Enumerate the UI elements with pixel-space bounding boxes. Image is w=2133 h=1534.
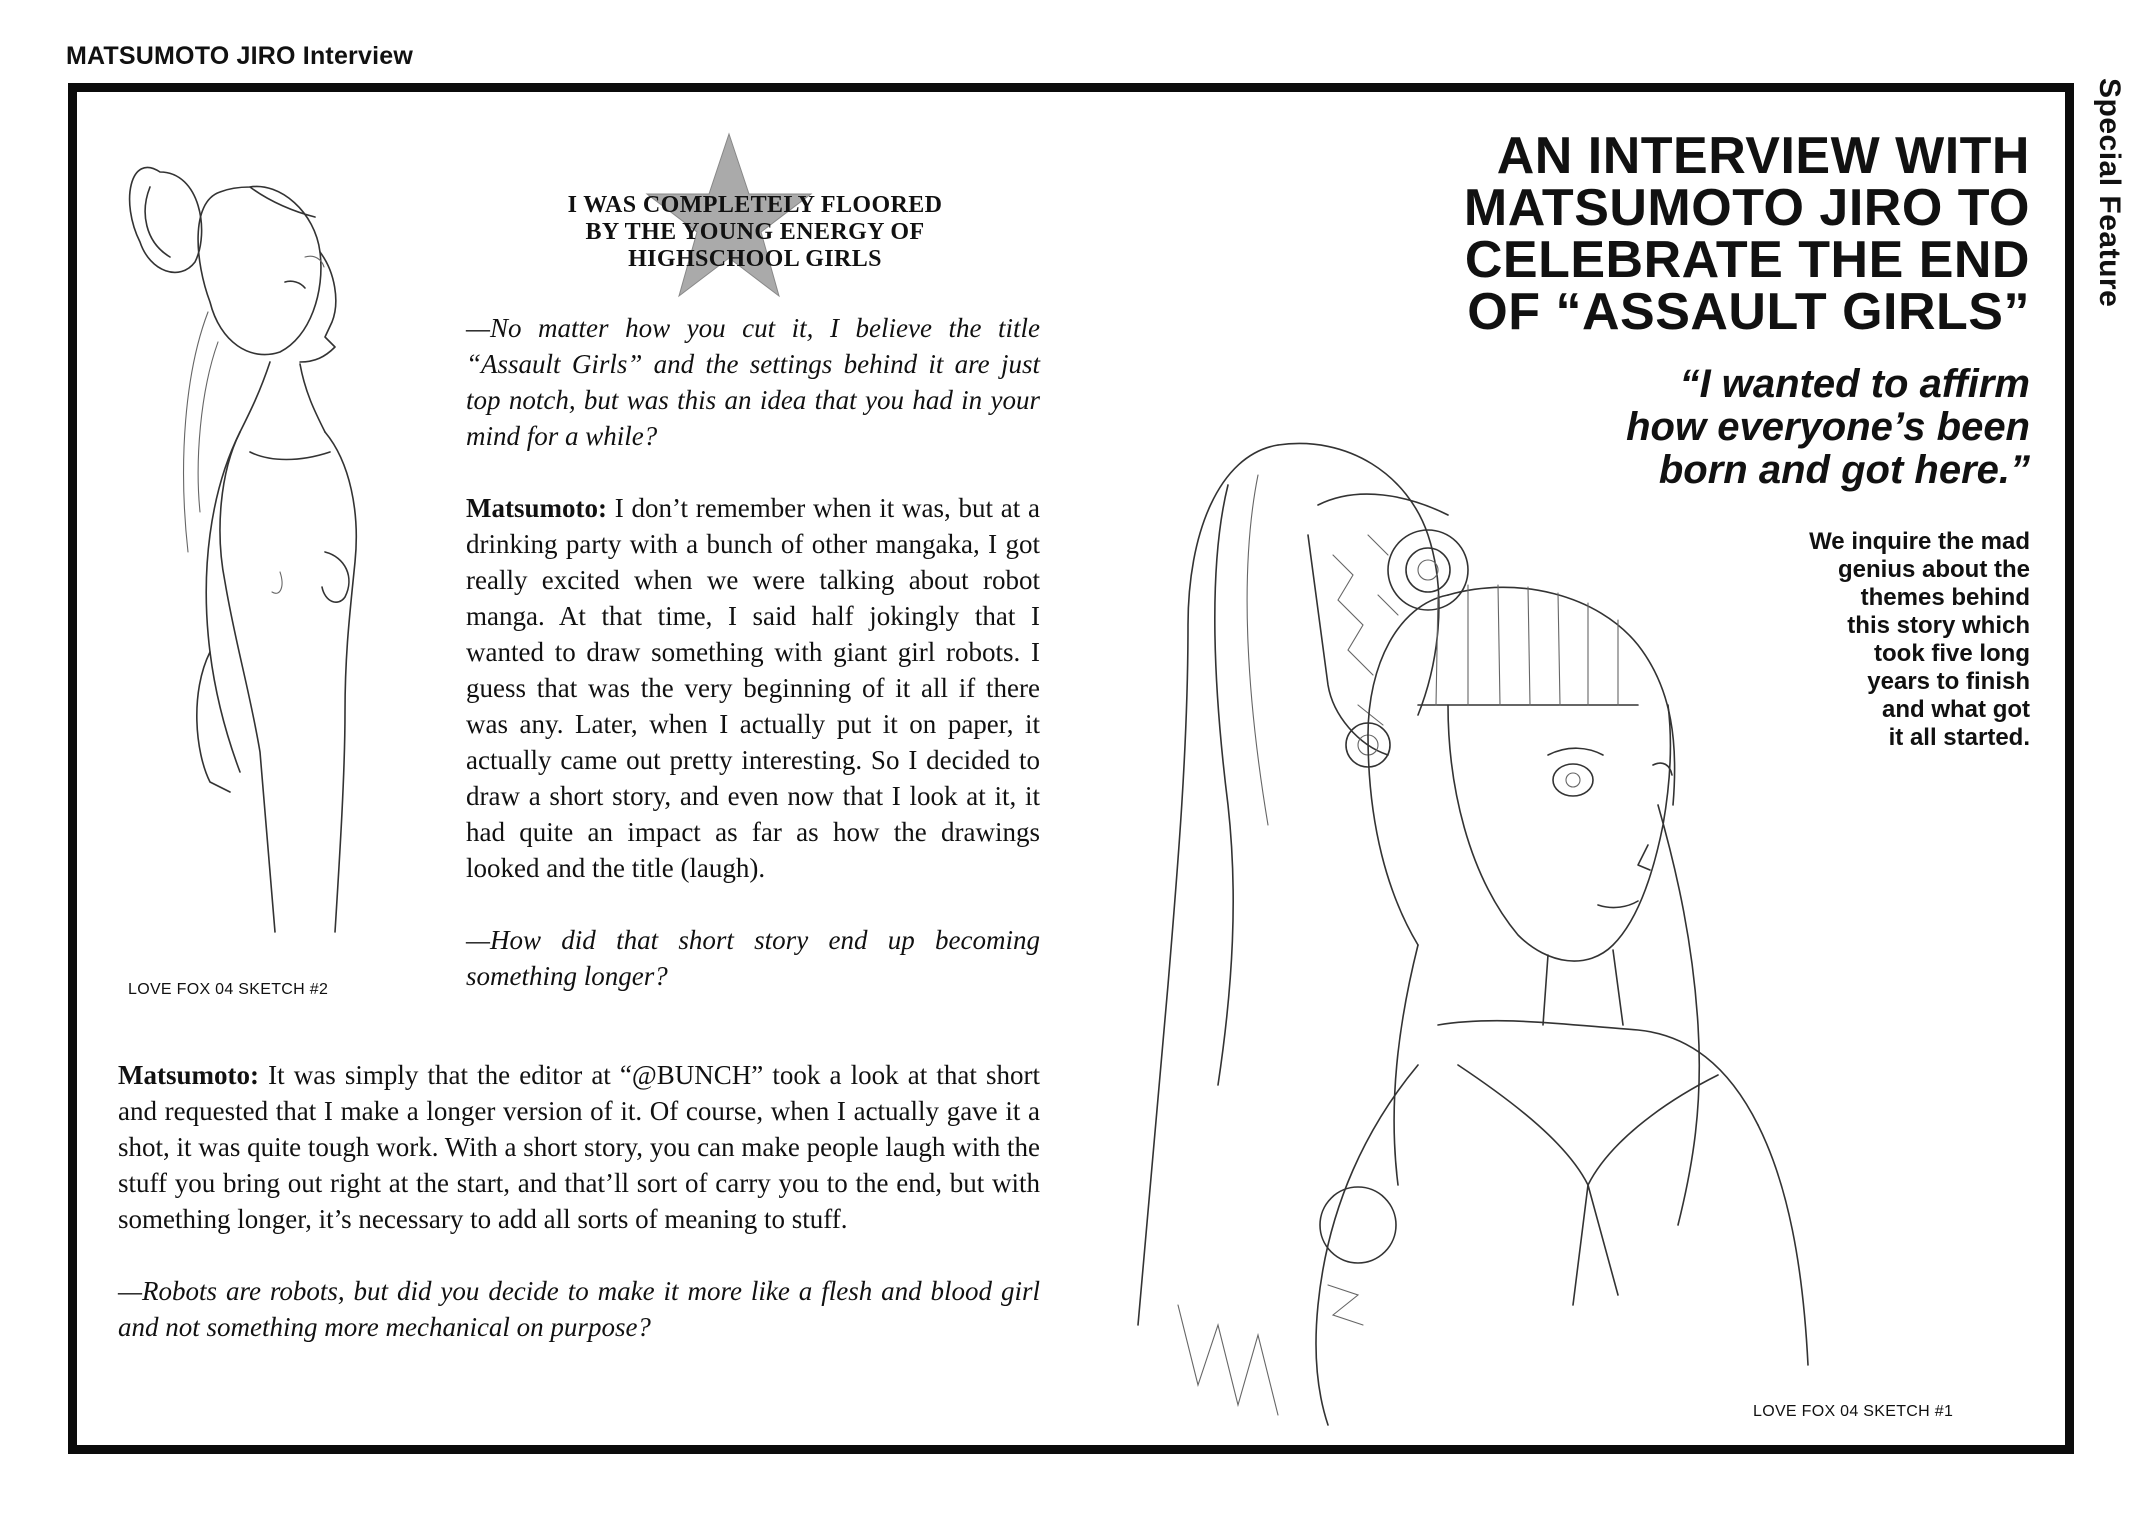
interview-question: —Robots are robots, but did you decide to make it more like a flesh and blood girl and not something more mechanical on purpose? (118, 1276, 1040, 1342)
intro-line: genius about the (1838, 556, 2030, 583)
sketch-illustration-right (1118, 425, 1818, 1430)
speaker-label: Matsumoto: (466, 493, 607, 523)
pull-quote-line: BY THE YOUNG ENERGY OF (585, 219, 925, 245)
intro-line: this story which (1847, 612, 2030, 639)
tagline-line: how everyone’s been (1626, 405, 2030, 449)
answer-text: It was simply that the editor at “@BUNCH” took a look at that short and requested that I make a longer version of it. Of course, when I actually gave it a shot, it was quite tough work. With a short story, you can make people laugh with the stuff you bring out right at the start, and that’ll sort of carry you to the end, but with something longer, it’s necessary to add all sorts of meaning to stuff. (118, 1060, 1040, 1234)
intro-line: it all started. (1888, 724, 2030, 751)
headline-line: MATSUMOTO JIRO TO (1463, 179, 2030, 237)
answer-text: I don’t remember when it was, but at a drinking party with a bunch of other mangaka, I got really excited when we were talking about robot manga. At that time, I said half jokingly that I wanted to draw something with giant girl robots. I guess that was the very beginning of it all if there was any. Later, when I actually put it on paper, it actually came out pretty interesting. So I decided to draw a short story, and even now that I look at it, it had quite an impact as far as how the drawings looked and the title (laugh). (466, 493, 1040, 883)
page-header: MATSUMOTO JIRO Interview (66, 42, 413, 70)
pull-quote-line: HIGHSCHOOL GIRLS (628, 246, 882, 272)
headline-line: OF “ASSAULT GIRLS” (1467, 283, 2030, 341)
tagline-line: “I wanted to affirm (1679, 362, 2030, 406)
pull-quote-line: I WAS COMPLETELY FLOORED (567, 192, 943, 218)
intro-line: took five long (1874, 640, 2030, 667)
interview-answer (466, 490, 1040, 886)
interview-column-upper (466, 310, 1040, 1030)
headline-line: CELEBRATE THE END (1464, 231, 2030, 289)
interview-column-lower (118, 1057, 1040, 1381)
interview-answer (118, 1057, 1040, 1237)
interview-question: —No matter how you cut it, I believe the title “Assault Girls” and the settings behind it are just top notch, but was this an idea that you had in your mind for a while? (466, 313, 1040, 451)
intro-line: We inquire the mad (1809, 528, 2030, 555)
caption-left: LOVE FOX 04 SKETCH #2 (128, 981, 329, 998)
speaker-label: Matsumoto: (118, 1060, 259, 1090)
sketch-illustration-left (100, 132, 430, 962)
intro-line: themes behind (1860, 584, 2030, 611)
headline (1380, 127, 2030, 341)
intro-line: and what got (1882, 696, 2030, 723)
headline-line: AN INTERVIEW WITH (1496, 127, 2030, 185)
section-label: Special Feature (2093, 78, 2126, 308)
pull-quote (520, 192, 990, 273)
tagline-line: born and got here.” (1658, 448, 2030, 492)
interview-question: —How did that short story end up becoming something longer? (466, 925, 1040, 991)
caption-right: LOVE FOX 04 SKETCH #1 (1753, 1403, 1954, 1420)
intro-line: years to finish (1867, 668, 2030, 695)
